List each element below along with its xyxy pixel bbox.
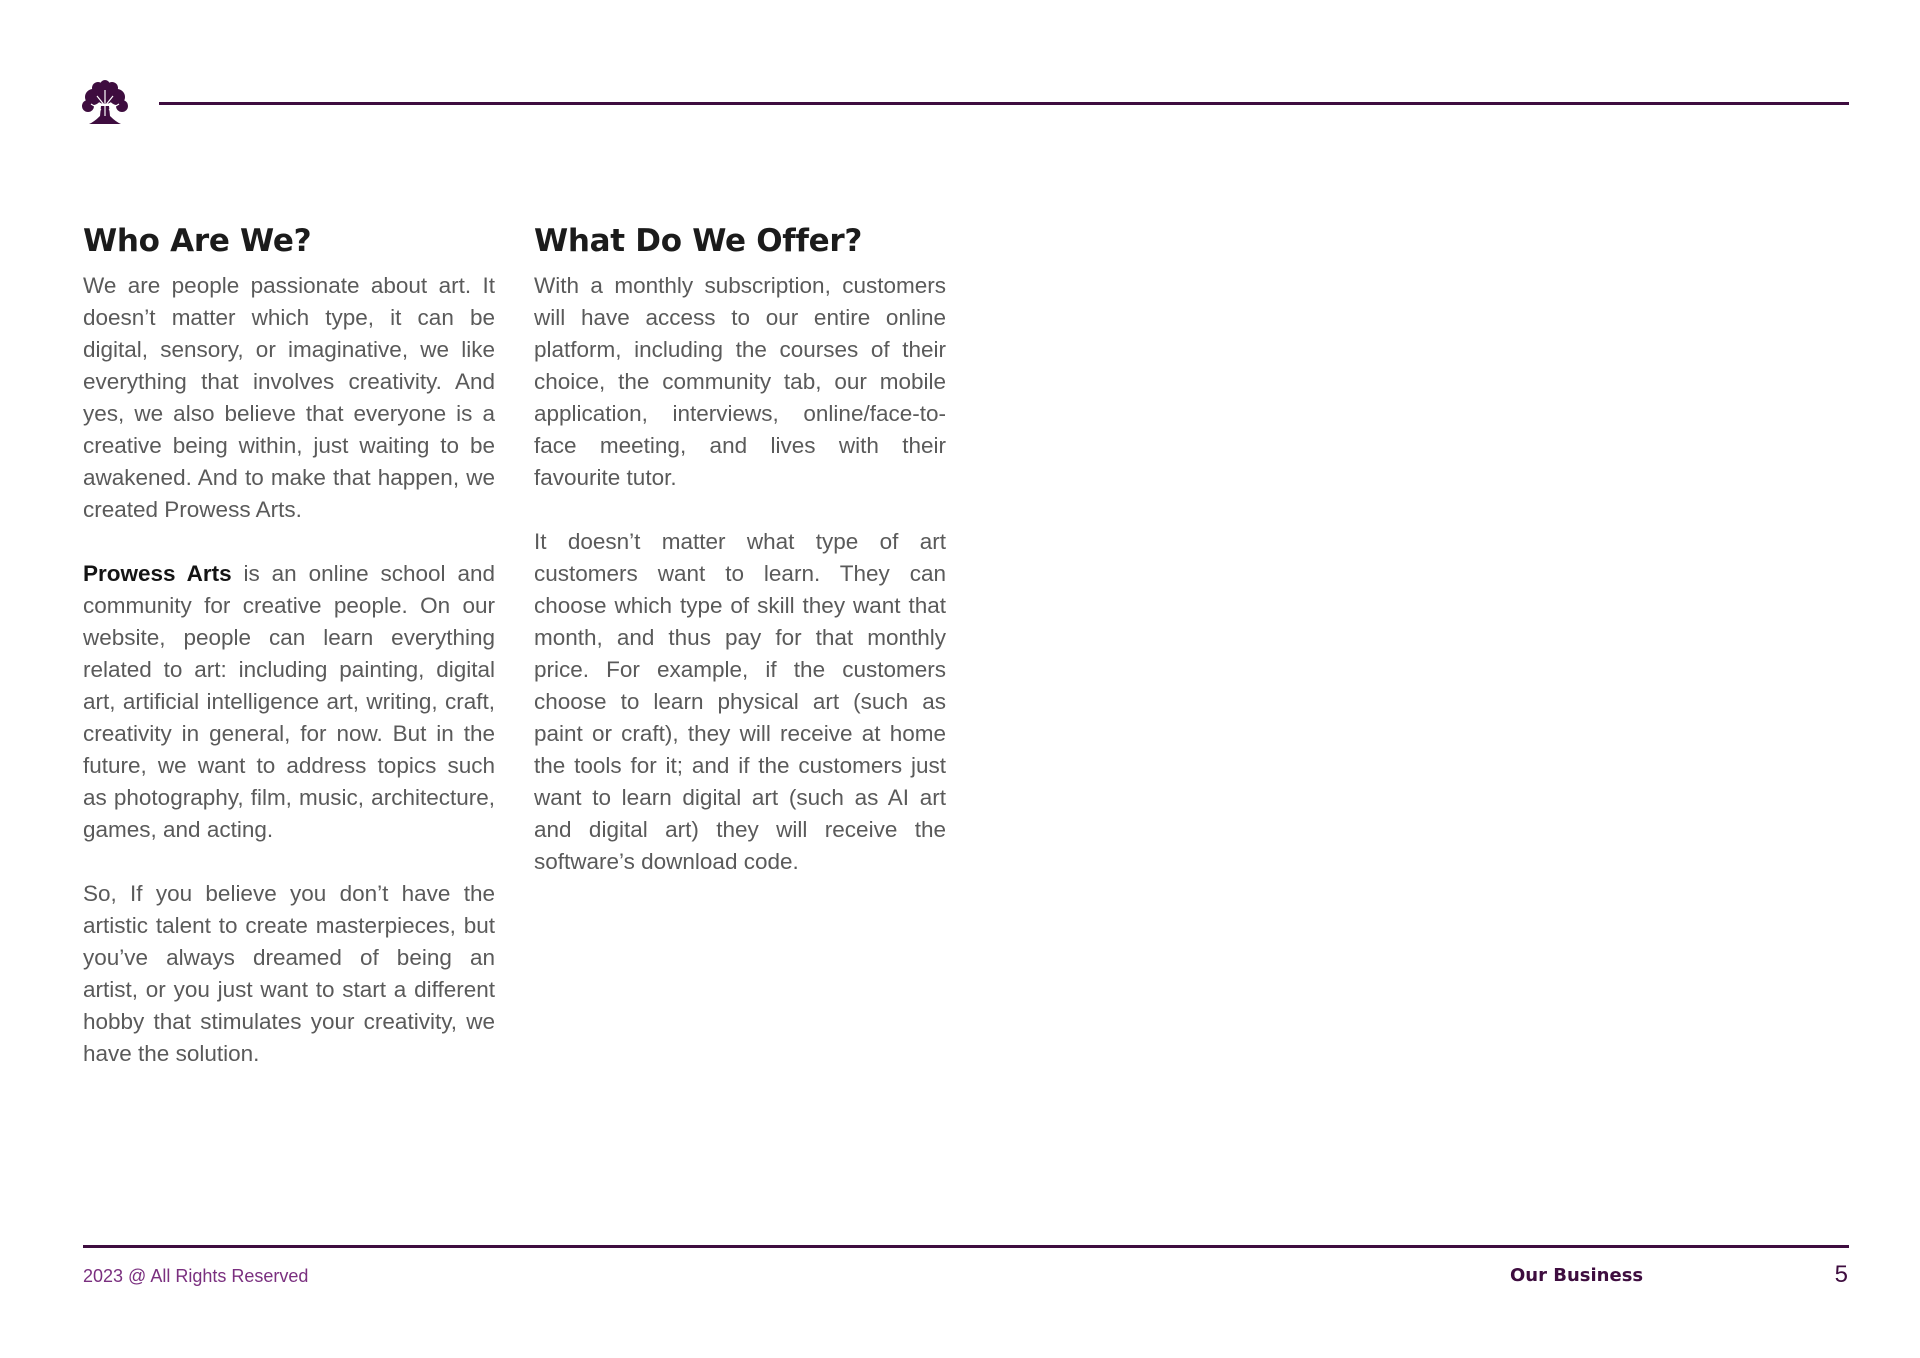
paragraph-text: is an online school and community for creative people. On our website, people can learn everything related to art: including painting, digital art, artificial intelligence art, writing, craft, creativity in general, for now. But in the future, we want to address topics such as photography, film, music, architecture, games, and acting. <box>83 561 495 842</box>
paragraph-text: So, If you believe you don’t have the artistic talent to create masterpieces, but you’ve always dreamed of being an artist, or you just want to start a different hobby that stimulates your creativity, we have the solution. <box>83 881 495 1066</box>
paragraph <box>534 270 946 494</box>
tree-logo-icon <box>80 80 130 128</box>
section-heading: What Do We Offer? <box>534 223 863 259</box>
paragraph <box>83 878 495 1070</box>
who-are-we-section <box>83 220 495 1102</box>
footer-rule <box>83 1245 1849 1248</box>
paragraph <box>83 270 495 526</box>
header-rule <box>159 102 1849 105</box>
footer-section-title: Our Business <box>1510 1265 1644 1286</box>
paragraph <box>534 526 946 878</box>
paragraph-text: It doesn’t matter what type of art customers want to learn. They can choose which type of skill they want that month, and thus pay for that monthly price. For example, if the customers choose to learn physical art (such as paint or craft), they will receive at home the tools for it; and if the customers just want to learn digital art (such as AI art and digital art) they will receive the software’s download code. <box>534 529 946 874</box>
paragraph-lead: Prowess Arts <box>83 561 232 586</box>
footer-copyright: 2023 @ All Rights Reserved <box>83 1266 309 1286</box>
page-number: 5 <box>1834 1261 1848 1288</box>
what-do-we-offer-section <box>534 220 946 910</box>
paragraph-text: We are people passionate about art. It doesn’t matter which type, it can be digital, sensory, or imaginative, we like everything that involves creativity. And yes, we also believe that everyone is a creative being within, just waiting to be awakened. And to make that happen, we created Prowess Arts. <box>83 273 495 522</box>
paragraph <box>83 558 495 846</box>
paragraph-text: With a monthly subscription, customers will have access to our entire online platform, including the courses of their choice, the community tab, our mobile application, interviews, online/face-to-face meeting, and lives with their favourite tutor. <box>534 273 946 490</box>
section-heading: Who Are We? <box>83 223 312 259</box>
